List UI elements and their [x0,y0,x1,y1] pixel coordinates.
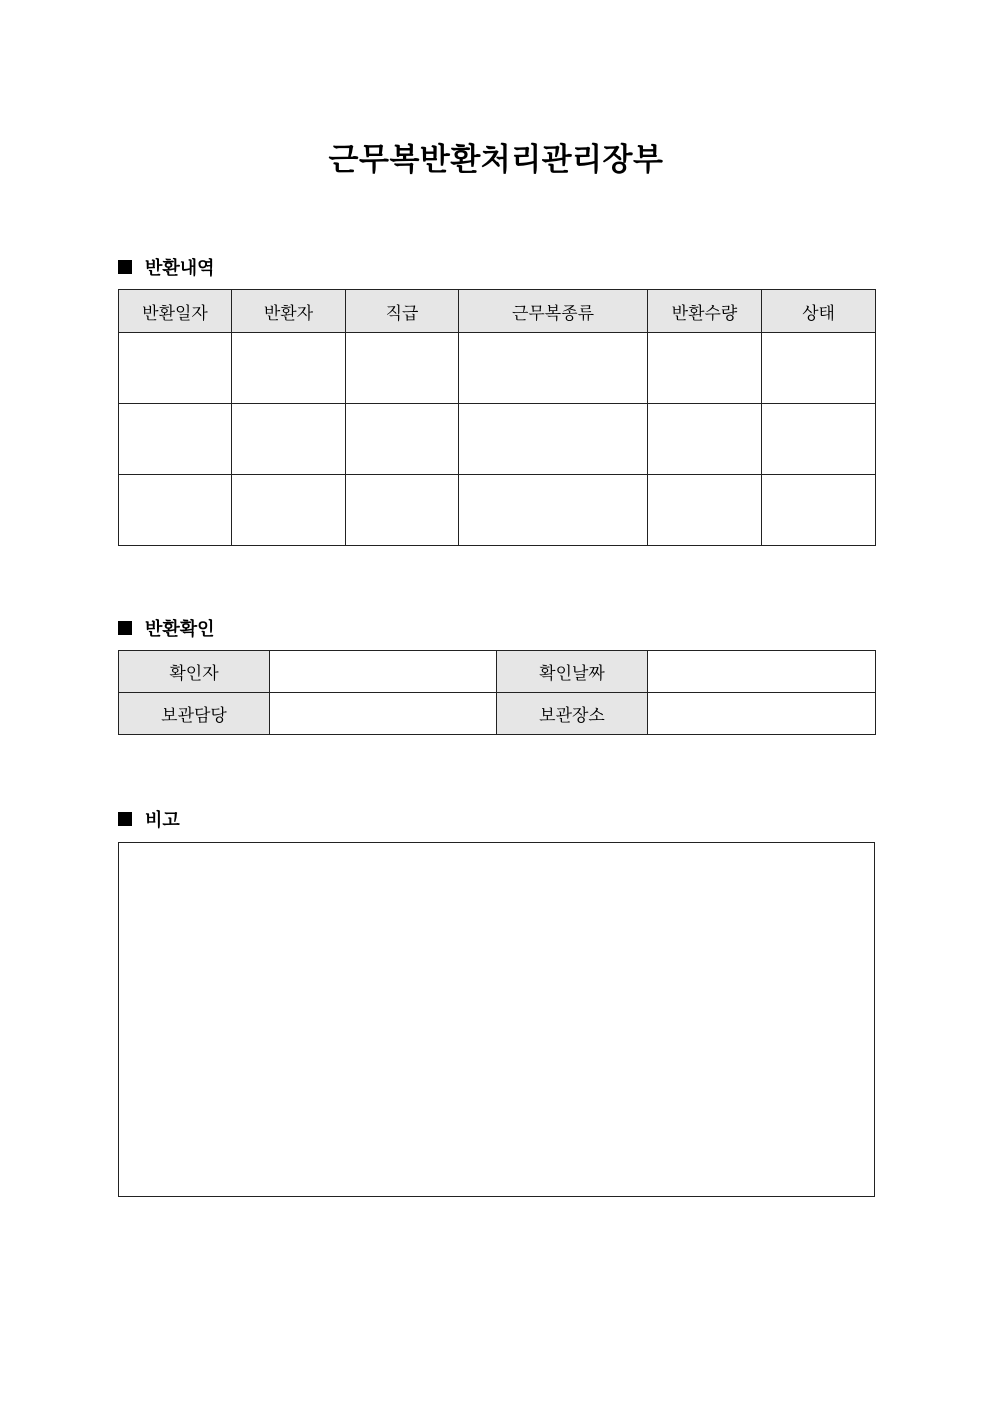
section-heading-confirm [118,615,215,641]
returns-table [118,289,876,546]
section-heading-returns-label: 반환내역 [145,258,215,279]
table-row [119,404,876,475]
table-cell[interactable] [119,404,232,475]
table-row [119,693,876,735]
column-header-returner: 반환자 [232,290,346,333]
table-cell[interactable] [459,404,648,475]
table-cell[interactable] [648,404,762,475]
square-bullet-icon [118,621,132,635]
square-bullet-icon [118,260,132,274]
remarks-box[interactable] [118,842,875,1197]
column-header-return-quantity: 반환수량 [648,290,762,333]
table-cell[interactable] [459,333,648,404]
section-heading-remarks [118,806,180,832]
table-cell[interactable] [232,404,346,475]
table-cell[interactable] [346,475,459,546]
table-row [119,651,876,693]
table-cell[interactable] [762,404,876,475]
table-row [119,475,876,546]
confirm-date-label: 확인날짜 [497,651,648,693]
table-cell[interactable] [648,333,762,404]
table-cell[interactable] [119,475,232,546]
square-bullet-icon [118,812,132,826]
table-header-row [119,290,876,333]
section-heading-confirm-label: 반환확인 [145,619,215,640]
table-cell[interactable] [119,333,232,404]
table-cell[interactable] [762,475,876,546]
column-header-return-date: 반환일자 [119,290,232,333]
section-heading-remarks-label: 비고 [145,810,180,831]
confirm-table [118,650,876,735]
table-cell[interactable] [232,333,346,404]
table-cell[interactable] [459,475,648,546]
confirm-date-field[interactable] [648,651,876,693]
column-header-position: 직급 [346,290,459,333]
storage-manager-label: 보관담당 [119,693,270,735]
table-cell[interactable] [762,333,876,404]
column-header-uniform-type: 근무복종류 [459,290,648,333]
confirmer-label: 확인자 [119,651,270,693]
table-cell[interactable] [648,475,762,546]
confirmer-field[interactable] [270,651,497,693]
storage-location-field[interactable] [648,693,876,735]
storage-location-label: 보관장소 [497,693,648,735]
table-cell[interactable] [346,404,459,475]
section-heading-returns [118,254,215,280]
storage-manager-field[interactable] [270,693,497,735]
table-row [119,333,876,404]
table-cell[interactable] [346,333,459,404]
table-cell[interactable] [232,475,346,546]
page-title: 근무복반환처리관리장부 [328,142,664,178]
column-header-status: 상태 [762,290,876,333]
